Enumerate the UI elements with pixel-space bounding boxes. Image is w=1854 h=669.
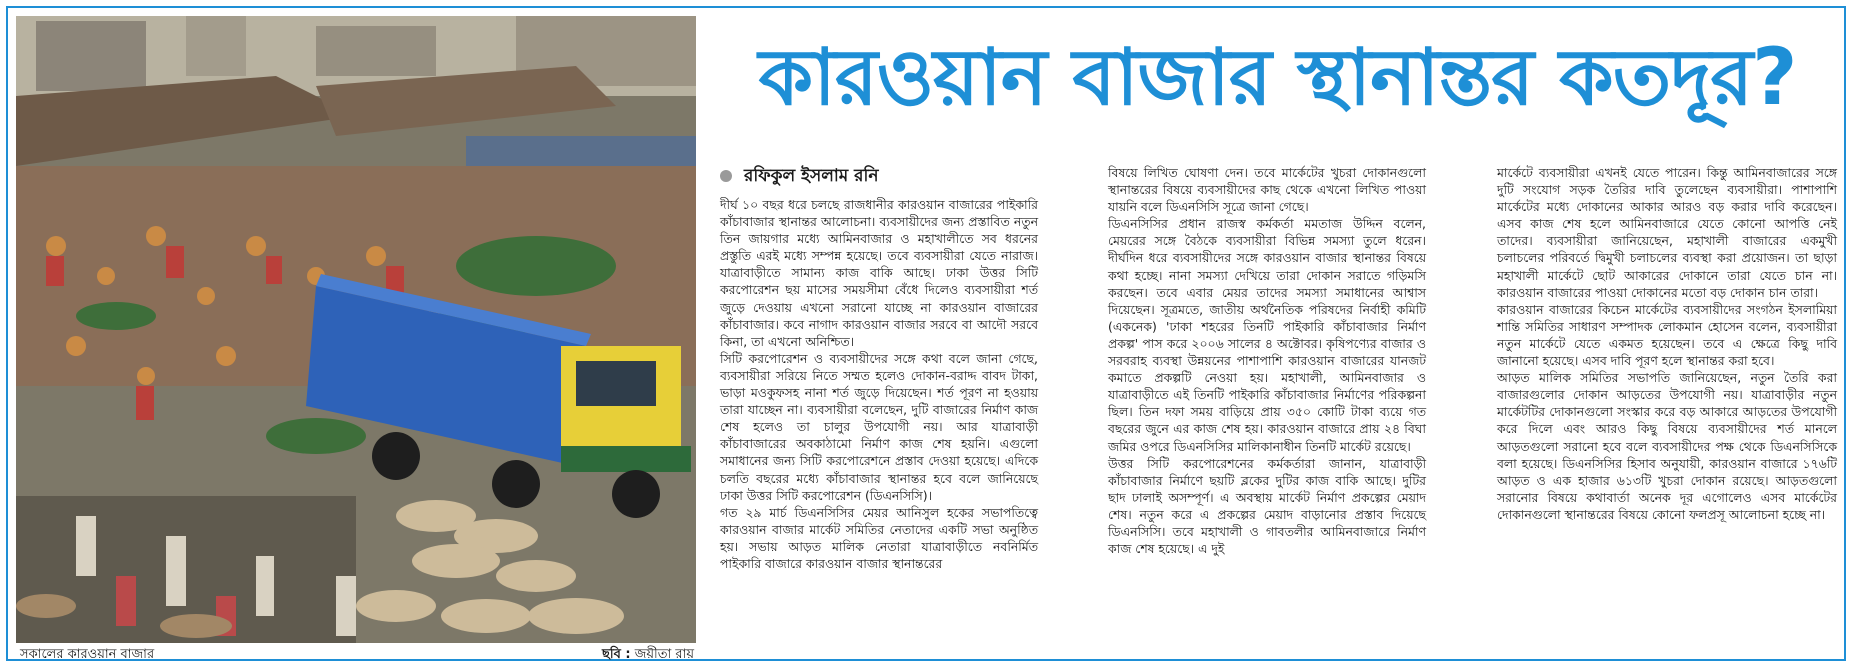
paragraph: গত ২৯ মার্চ ডিএনসিসির মেয়র আনিসুল হকের সভাপতিত্বে কারওয়ান বাজার মার্কেট সমিতির নেতাদের একটি সভা অনুষ্ঠিত হয়। সভায় আড়ত মালিক নেতারা যাত্রাবাড়ীতে নবনির্মিত পাইকারি বাজারে কারওয়ান বাজার স্থানান্তরের <box>720 504 1038 571</box>
byline-author: রফিকুল ইসলাম রনি <box>744 166 879 186</box>
paragraph: সিটি করপোরেশন ও ব্যবসায়ীদের সঙ্গে কথা বলে জানা গেছে, ব্যবসায়ীরা সরিয়ে নিতে সম্মত হলেও দোকান-বরাদ্দ বাবদ টাকা, ভাড়া মওকুফসহ নানা শর্ত জুড়ে দিয়েছেন। শর্ত পূরণ না হওয়ায় তারা যাচ্ছেন না। ব্যবসায়ীরা বলেছেন, দুটি বাজারের নির্মাণ কাজ শেষ হলেও তা চালুর উপযোগী নয়। আর যাত্রাবাড়ী কাঁচাবাজারের অবকাঠামো নির্মাণ কাজ শেষ হয়নি। এগুলো সমাধানের জন্য সিটি করপোরেশনে প্রস্তাব দেওয়া হয়েছে। এদিকে চলতি বছরের মধ্যে কাঁচাবাজার স্থানান্তর হবে বলে জানিয়েছে ঢাকা উত্তর সিটি করপোরেশন (ডিএনসিসি)। <box>720 350 1038 503</box>
paragraph: দীর্ঘ ১০ বছর ধরে চলছে রাজধানীর কারওয়ান বাজারের পাইকারি কাঁচাবাজার স্থানান্তর আলোচনা। ব্যবসায়ীদের জন্য প্রস্তাবিত নতুন তিন জায়গার মধ্যে আমিনবাজার ও মহাখালীতে সব ধরনের প্রস্তুতি এরই মধ্যে সম্পন্ন হয়েছে। তবে ব্যবসায়ীরা যেতে নারাজ। যাত্রাবাড়ীতে সামান্য কাজ বাকি আছে। ঢাকা উত্তর সিটি করপোরেশন ছয় মাসের সময়সীমা বেঁধে দিলেও ব্যবসায়ীরা শর্ত জুড়ে দেওয়ায় এখনো সরানো যাচ্ছে না কারওয়ান বাজারের কাঁচাবাজার। কবে নাগাদ কারওয়ান বাজার সরবে বা আদৌ সরবে কিনা, তা এখনো অনিশ্চিত। <box>720 197 1038 349</box>
paragraph: মার্কেটে ব্যবসায়ীরা এখনই যেতে পারেন। কিন্তু আমিনবাজারের সঙ্গে দুটি সংযোগ সড়ক তৈরির দাবি তুলেছেন ব্যবসায়ীরা। পাশাপাশি মার্কেটের মধ্যে দোকানের আকার আরও বড় করার দাবি করেছেন। এসব কাজ শেষ হলে আমিনবাজারে যেতে কোনো আপত্তি নেই তাদের। ব্যবসায়ীরা জানিয়েছেন, মহাখালী বাজারের একমুখী চলাচলের পরিবর্তে দ্বিমুখী চলাচলের ব্যবস্থা করা প্রয়োজন। তা ছাড়া মহাখালী মার্কেটে ছোট আকারের দোকানে তারা যেতে চান না। কারওয়ান বাজারের পাওয়া দোকানের মতো বড় দোকান চান তারা। <box>1497 165 1837 300</box>
byline <box>720 164 879 188</box>
headline: কারওয়ান বাজার স্থানান্তর কতদূর? <box>758 33 1797 123</box>
paragraph: বিষয়ে লিখিত ঘোষণা দেন। তবে মার্কেটের খুচরা দোকানগুলো স্থানান্তরের বিষয়ে ব্যবসায়ীদের কাছ থেকে এখনো লিখিত পাওয়া যায়নি বলে ডিএনসিসি সূত্রে জানা গেছে। <box>1108 165 1426 215</box>
article-column-2 <box>1108 164 1426 557</box>
paragraph: কারওয়ান বাজারের কিচেন মার্কেটের ব্যবসায়ীদের সংগঠন ইসলামিয়া শান্তি সমিতির সাধারণ সম্পাদক লোকমান হোসেন বলেন, ব্যবসায়ীরা নতুন মার্কেটে যেতে একমত হয়েছেন। তবে এ ক্ষেত্রে কিছু দাবি জানানো হয়েছে। এসব দাবি পূরণ হলে স্থানান্তর করা হবে। <box>1497 301 1837 369</box>
paragraph: ডিএনসিসির প্রধান রাজস্ব কর্মকর্তা মমতাজ উদ্দিন বলেন, মেয়রের সঙ্গে বৈঠকে ব্যবসায়ীরা বিভিন্ন সমস্যা তুলে ধরেন। দীর্ঘদিন ধরে ব্যবসায়ীদের সঙ্গে কারওয়ান বাজার স্থানান্তর বিষয়ে কথা হচ্ছে। নানা সমস্যা দেখিয়ে তারা দোকান সরাতে গড়িমসি করছেন। তবে এবার মেয়র তাদের সমস্যা সমাধানের আশ্বাস দিয়েছেন। সূত্রমতে, জাতীয় অর্থনৈতিক পরিষদের নির্বাহী কমিটি (একনেক) 'ঢাকা শহরের তিনটি পাইকারি কাঁচাবাজার নির্মাণ প্রকল্প' পাস করে ২০০৬ সালের ৪ অক্টোবর। কৃষিপণ্যের বাজার ও সরবরাহ ব্যবস্থা উন্নয়নের পাশাপাশি কারওয়ান বাজারের যানজট কমাতে প্রকল্পটি নেওয়া হয়। মহাখালী, আমিনবাজার ও যাত্রাবাড়ীতে এই তিনটি পাইকারি কাঁচাবাজার নির্মাণের পরিকল্পনা ছিল। তিন দফা সময় বাড়িয়ে প্রায় ৩৫০ কোটি টাকা ব্যয়ে গত বছরের জুনে এর কাজ শেষ হয়। কারওয়ান বাজারে প্রায় ২৪ বিঘা জমির ওপরে ডিএনসিসির মালিকানাধীন তিনটি মার্কেট রয়েছে। <box>1108 216 1426 454</box>
byline-bullet-icon <box>720 170 732 182</box>
photo-credit-name: জয়ীতা রায় <box>634 647 694 662</box>
photo-credit <box>602 645 694 665</box>
paragraph: উত্তর সিটি করপোরেশনের কর্মকর্তারা জানান, যাত্রাবাড়ী কাঁচাবাজার নির্মাণে ছয়টি ব্লকের দুটির কাজ বাকি আছে। দুটির ছাদ ঢালাই অসম্পূর্ণ। এ অবস্থায় মার্কেট নির্মাণ প্রকল্পের মেয়াদ শেষ। নতুন করে এ প্রকল্পের মেয়াদ বাড়ানোর প্রস্তাব দিয়েছে ডিএনসিসি। তবে মহাখালী ও গাবতলীর আমিনবাজারে নির্মাণ কাজ শেষ হয়েছে। এ দুই <box>1108 455 1426 557</box>
article-column-3 <box>1497 164 1837 523</box>
paragraph: আড়ত মালিক সমিতির সভাপতি জানিয়েছেন, নতুন তৈরি করা বাজারগুলোর দোকান আড়তের উপযোগী নয়। যাত্রাবাড়ীর নতুন মার্কেটটির দোকানগুলো সংস্কার করে বড় আকারে আড়তের উপযোগী করে দিলে এবং আরও কিছু বিষয়ে ব্যবসায়ীদের শর্ত মানলে আড়তগুলো সরানো হবে বলে ব্যবসায়ীদের পক্ষ থেকে ডিএনসিসিকে বলা হয়েছে। ডিএনসিসির হিসাব অনুযায়ী, কারওয়ান বাজারে ১৭৬টি আড়ত ও এক হাজার ৬১৩টি খুচরা দোকান রয়েছে। আড়তগুলো সরানোর বিষয়ে কথাবার্তা অনেক দূর এগোলেও এসব মার্কেটের দোকানগুলো স্থানান্তরের বিষয়ে কোনো ফলপ্রসূ আলোচনা হচ্ছে না। <box>1497 370 1837 522</box>
market-photo <box>16 16 696 643</box>
photo-caption: সকালের কারওয়ান বাজার <box>20 647 155 662</box>
photo-caption-row <box>16 645 696 665</box>
photo-credit-label: ছবি : <box>602 647 631 662</box>
article-column-1 <box>720 196 1038 572</box>
